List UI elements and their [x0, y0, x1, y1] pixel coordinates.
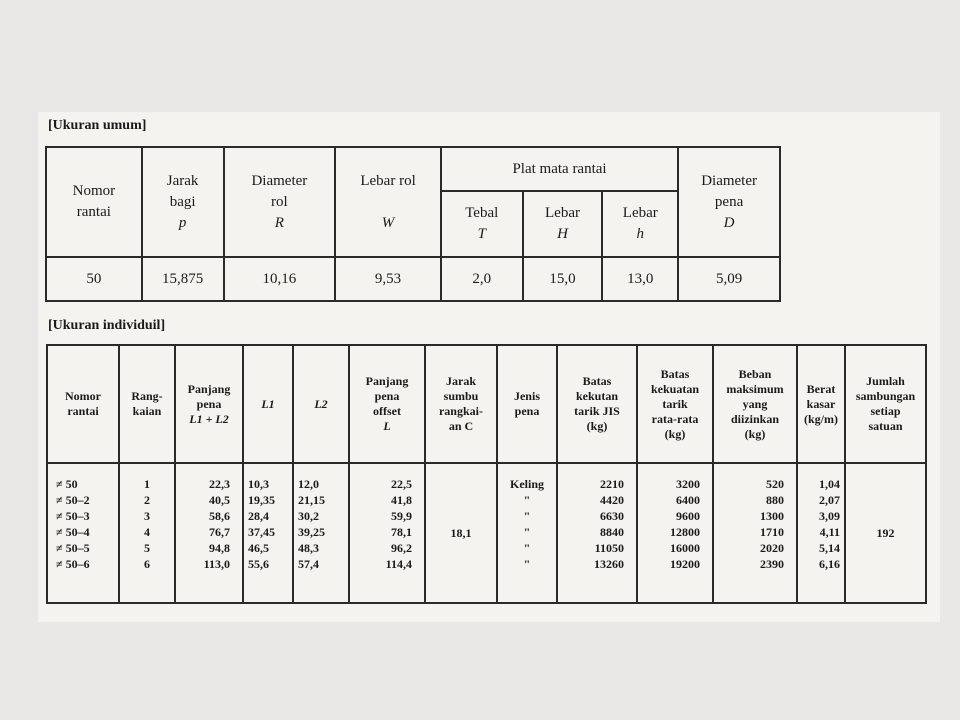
header-beban: Beban maksimum yang diizinkan (kg) [713, 345, 797, 463]
header-batas-jis: Batas kekutan tarik JIS (kg) [557, 345, 637, 463]
individual-caption: [Ukuran individuil] [48, 318, 166, 333]
header-jenis-pena: Jenis pena [497, 345, 557, 463]
cell-diameter-rol: 10,16 [224, 257, 336, 301]
col-offset: 22,5 41,8 59,9 78,1 96,2 114,4 [349, 463, 425, 603]
header-diameter-rol: Diameter rol R [224, 147, 336, 257]
header-panjang-pena: Panjang pena L1 + L2 [175, 345, 243, 463]
cell-jarak-bagi: 15,875 [142, 257, 224, 301]
header-panjang-offset: Panjang pena offset L [349, 345, 425, 463]
cell-lebar-H: 15,0 [523, 257, 603, 301]
general-table [45, 146, 781, 302]
header-rangkaian: Rang- kaian [119, 345, 175, 463]
col-jenis-pena: Keling " " " " " [497, 463, 557, 603]
individual-table [46, 344, 927, 604]
col-nomor: ≠ 50 ≠ 50–2 ≠ 50–3 ≠ 50–4 ≠ 50–5 ≠ 50–6 [47, 463, 119, 603]
cell-jarak-sumbu: 18,1 [425, 463, 497, 603]
general-caption: [Ukuran umum] [48, 118, 147, 133]
cell-jumlah: 192 [845, 463, 926, 603]
col-batas-rata: 3200 6400 9600 12800 16000 19200 [637, 463, 713, 603]
header-jarak-bagi: Jarak bagi p [142, 147, 224, 257]
header-berat: Berat kasar (kg/m) [797, 345, 845, 463]
header-L2: L2 [293, 345, 349, 463]
header-nomor: Nomor rantai [46, 147, 142, 257]
cell-lebar-rol: 9,53 [335, 257, 441, 301]
header-nomor-rantai: Nomor rantai [47, 345, 119, 463]
col-panjang-pena: 22,3 40,5 58,6 76,7 94,8 113,0 [175, 463, 243, 603]
col-batas-jis: 2210 4420 6630 8840 11050 13260 [557, 463, 637, 603]
header-lebar-H: Lebar H [523, 191, 603, 257]
header-diameter-pena: Diameter pena D [678, 147, 780, 257]
cell-nomor: 50 [46, 257, 142, 301]
header-lebar-rol: Lebar rol W [335, 147, 441, 257]
header-jarak-sumbu: Jarak sumbu rangkai- an C [425, 345, 497, 463]
col-L1: 10,3 19,35 28,4 37,45 46,5 55,6 [243, 463, 293, 603]
col-berat: 1,04 2,07 3,09 4,11 5,14 6,16 [797, 463, 845, 603]
cell-tebal: 2,0 [441, 257, 523, 301]
header-jumlah: Jumlah sambungan setiap satuan [845, 345, 926, 463]
header-batas-rata: Batas kekuatan tarik rata-rata (kg) [637, 345, 713, 463]
header-plat-mata-rantai: Plat mata rantai [441, 147, 678, 191]
col-L2: 12,0 21,15 30,2 39,25 48,3 57,4 [293, 463, 349, 603]
cell-diameter-pena: 5,09 [678, 257, 780, 301]
cell-lebar-h: 13,0 [602, 257, 678, 301]
header-tebal: Tebal T [441, 191, 523, 257]
col-beban: 520 880 1300 1710 2020 2390 [713, 463, 797, 603]
general-row-50 [46, 257, 780, 301]
header-lebar-h: Lebar h [602, 191, 678, 257]
col-rangkaian: 1 2 3 4 5 6 [119, 463, 175, 603]
header-L1: L1 [243, 345, 293, 463]
